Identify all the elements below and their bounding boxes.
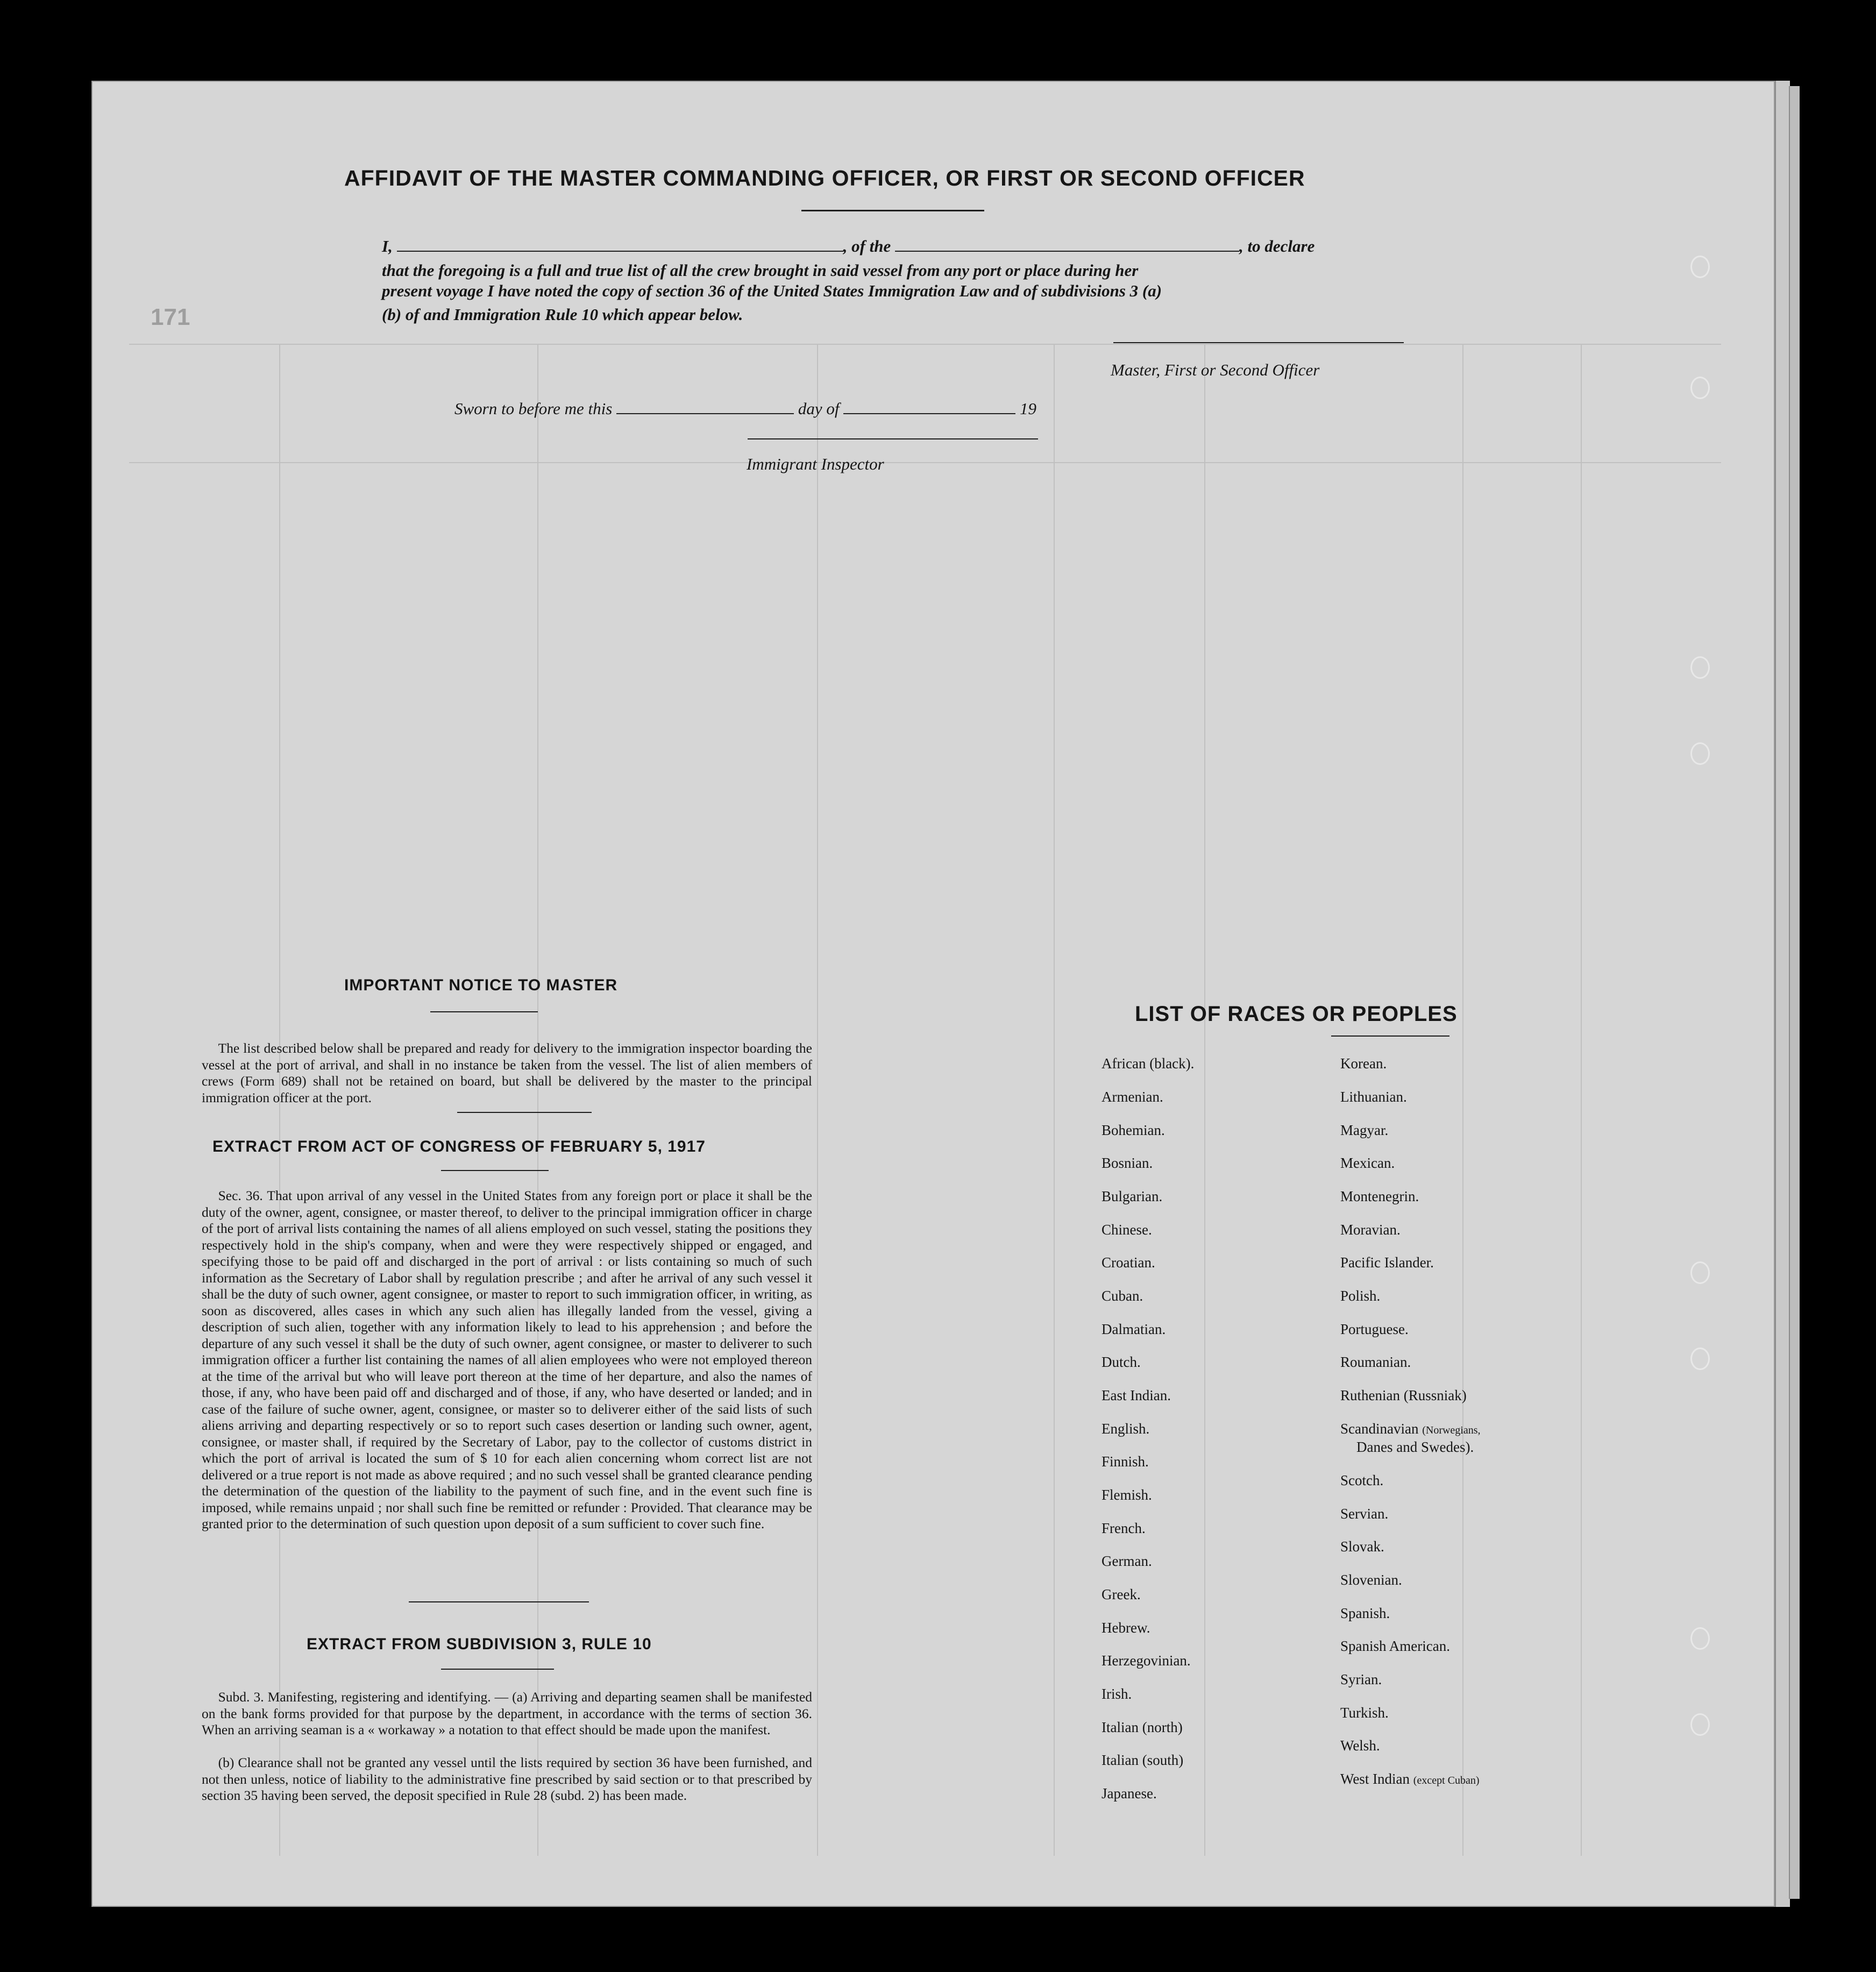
race-label: Scandinavian [1340, 1421, 1419, 1437]
race-item: Syrian. [1340, 1671, 1382, 1687]
race-note: (Norwegians, [1422, 1424, 1481, 1436]
day-of-label: day of [798, 399, 840, 418]
race-item: Chinese. [1102, 1222, 1152, 1238]
race-item: Italian (north) [1102, 1719, 1183, 1735]
affidavit-line-2: that the foregoing is a full and true list of all the crew brought in said vessel from any port or place during her [382, 261, 1139, 280]
rule-rule [441, 1669, 554, 1670]
master-signature-label: Master, First or Second Officer [1111, 360, 1320, 379]
race-item: African (black). [1102, 1055, 1195, 1072]
affidavit-title: AFFIDAVIT OF THE MASTER COMMANDING OFFICER, OR FIRST OR SECOND OFFICER [344, 166, 1305, 190]
officer-name-field[interactable] [397, 236, 843, 252]
race-item: English. [1102, 1421, 1150, 1437]
race-note-continued: Danes and Swedes). [1356, 1439, 1474, 1455]
race-item: Dutch. [1102, 1354, 1141, 1370]
race-item: Hebrew. [1102, 1620, 1150, 1636]
sworn-line [454, 398, 1036, 418]
title-rule [801, 210, 984, 211]
race-item: Roumanian. [1340, 1354, 1411, 1370]
race-item: Spanish. [1340, 1605, 1390, 1621]
race-item: Pacific Islander. [1340, 1254, 1434, 1271]
race-item: Scotch. [1340, 1472, 1384, 1488]
race-item: Polish. [1340, 1288, 1381, 1304]
page-edge [1775, 81, 1790, 1907]
punch-hole [1690, 377, 1710, 399]
race-item: Turkish. [1340, 1705, 1389, 1721]
notice-text: The list described below shall be prepared and ready for delivery to the immigration inspector boarding the vessel at the port of arrival, and shall in no instance be taken from the vessel. The list of alien members of crews (Form 689) shall not be retained on board, but shall be delivered by the master to the principal immigration officer at the port. [202, 1040, 812, 1105]
race-item: Portuguese. [1340, 1321, 1409, 1337]
races-heading: LIST OF RACES OR PEOPLES [1135, 1002, 1458, 1026]
race-item: Greek. [1102, 1586, 1141, 1602]
race-item: Servian. [1340, 1506, 1389, 1522]
vessel-name-field[interactable] [895, 236, 1239, 252]
act-bottom-rule [409, 1601, 589, 1602]
race-item: Moravian. [1340, 1222, 1401, 1238]
sworn-label: Sworn to before me this [454, 399, 613, 418]
year-label: 19 [1019, 399, 1036, 418]
punch-hole [1690, 256, 1710, 278]
race-item: Slovak. [1340, 1538, 1384, 1555]
race-item: Ruthenian (Russniak) [1340, 1387, 1467, 1403]
margin-stamp-number: 171 [151, 304, 190, 330]
race-item: Finnish. [1102, 1453, 1149, 1470]
page-edge [1789, 86, 1800, 1899]
punch-hole [1690, 1261, 1710, 1284]
race-item: Croatian. [1102, 1254, 1155, 1271]
race-item: Montenegrin. [1340, 1188, 1419, 1204]
notice-rule [430, 1011, 538, 1012]
notice-heading: IMPORTANT NOTICE TO MASTER [344, 976, 618, 994]
race-item: Italian (south) [1102, 1752, 1184, 1768]
sworn-day-field[interactable] [616, 398, 794, 414]
races-rule [1331, 1035, 1449, 1037]
rule-heading: EXTRACT FROM SUBDIVISION 3, RULE 10 [307, 1635, 652, 1653]
race-item: Korean. [1340, 1055, 1387, 1072]
race-item: Bulgarian. [1102, 1188, 1163, 1204]
race-item-scandinavian [1340, 1421, 1481, 1437]
race-item: Lithuanian. [1340, 1089, 1407, 1105]
act-rule [441, 1170, 549, 1171]
race-item: Armenian. [1102, 1089, 1163, 1105]
affidavit-line-1 [382, 236, 1314, 256]
inspector-signature-line[interactable] [748, 438, 1038, 439]
punch-hole [1690, 1627, 1710, 1650]
rule-text-b: (b) Clearance shall not be granted any vessel until the lists required by section 36 have been furnished, and not then unless, notice of liability to the administrative fine prescribed by said section or to that prescribed by section 35 having been served, the deposit specified in Rule 28 (subd. 2) has been made. [202, 1755, 812, 1803]
race-item: Magyar. [1340, 1122, 1389, 1138]
act-heading: EXTRACT FROM ACT OF CONGRESS OF FEBRUARY 5, 1917 [212, 1138, 706, 1155]
race-label: West Indian [1340, 1771, 1410, 1787]
race-item: Bosnian. [1102, 1155, 1153, 1171]
race-item-west-indian [1340, 1771, 1480, 1787]
race-note: (except Cuban) [1413, 1775, 1480, 1786]
race-item: Cuban. [1102, 1288, 1143, 1304]
of-the-label: , of the [843, 237, 891, 256]
inspector-label: Immigrant Inspector [747, 455, 884, 473]
affidavit-line-3: present voyage I have noted the copy of section 36 of the United States Immigration Law and of subdivisions 3 (a) [382, 281, 1162, 300]
race-item: Herzegovinian. [1102, 1652, 1191, 1669]
punch-hole [1690, 1347, 1710, 1370]
race-item: East Indian. [1102, 1387, 1171, 1403]
act-text: Sec. 36. That upon arrival of any vessel in the United States from any foreign port or place it shall be the duty of the owner, agent, consignee, or master thereof, to deliver to the principal immigration officer in charge of the port of arrival lists containing the names of all aliens employed on such vessel, stating the positions they respectively hold in the ship's company, when and were they were respectively shipped or engaged, and specifying those to be paid off and discharged in the port of arrival : or lists containing so much of such information as the Secretary of Labor shall by regulation prescribe ; and after he arrival of any such vessel it shall be the duty of such owner, agent consignee, or master to report to such immigration officer, in writing, as soon as discovered, alles cases in which any such alien has illegally landed from the vessel, giving a description of such alien, together with any information likely to lead to his apprehension ; and before the departure of any such vessel it shall be the duty of such owner, agent consignee, or master to deliverer to such immigration officer a further list containing the names of all alien employees who were not employed thereon at the time of the arrival but who will leave port thereon at the time of her departure, and also the names of those, if any, who have been paid off and discharged and of those, if any, who have deserted or landed; and in case of the failure of suche owner, agent, consignee, or master so to deliverer either of the said lists of such aliens arriving and departing respectively or so to report such cases desertion or landing such owner, agent, consignee, or master shall, if required by the Secretary of Labor, pay to the collector of customs district in which the port of arrival is located the sum of $ 10 for each alien concerning whom correct list are not delivered or a true report is not made as above required ; and no such vessel shall be granted clearance pending the determination of the question of the liability to the payment of such fine, and in the event such fine is imposed, while remains unpaid ; nor shall such fine be remitted or refunder : Provided. That clearance may be granted prior to the determination of such question upon deposit of a sum sufficient to cover such fine. [202, 1188, 812, 1531]
master-signature-line[interactable] [1113, 342, 1404, 343]
race-item: Dalmatian. [1102, 1321, 1166, 1337]
affidavit-line-4: (b) of and Immigration Rule 10 which appear below. [382, 305, 743, 324]
race-item: French. [1102, 1520, 1146, 1536]
punch-hole [1690, 656, 1710, 679]
race-item: German. [1102, 1553, 1152, 1569]
i-label: I, [382, 237, 393, 256]
race-item: Flemish. [1102, 1487, 1152, 1503]
to-declare-label: , to declare [1239, 237, 1315, 256]
race-item: Bohemian. [1102, 1122, 1165, 1138]
punch-hole [1690, 1713, 1710, 1736]
race-item: Spanish American. [1340, 1638, 1450, 1654]
rule-text-a: Subd. 3. Manifesting, registering and identifying. — (a) Arriving and departing seamen shall be manifested on the bank forms provided for that purpose by the department, in accordance with the terms of section 36. When an arriving seaman is a « workaway » a notation to that effect should be made upon the manifest. [202, 1689, 812, 1737]
race-item: Welsh. [1340, 1737, 1380, 1754]
sworn-month-field[interactable] [843, 398, 1015, 414]
race-item: Japanese. [1102, 1785, 1157, 1801]
race-item: Mexican. [1340, 1155, 1395, 1171]
punch-hole [1690, 742, 1710, 765]
race-item: Slovenian. [1340, 1572, 1402, 1588]
race-item: Irish. [1102, 1686, 1132, 1702]
notice-bottom-rule [457, 1112, 592, 1113]
